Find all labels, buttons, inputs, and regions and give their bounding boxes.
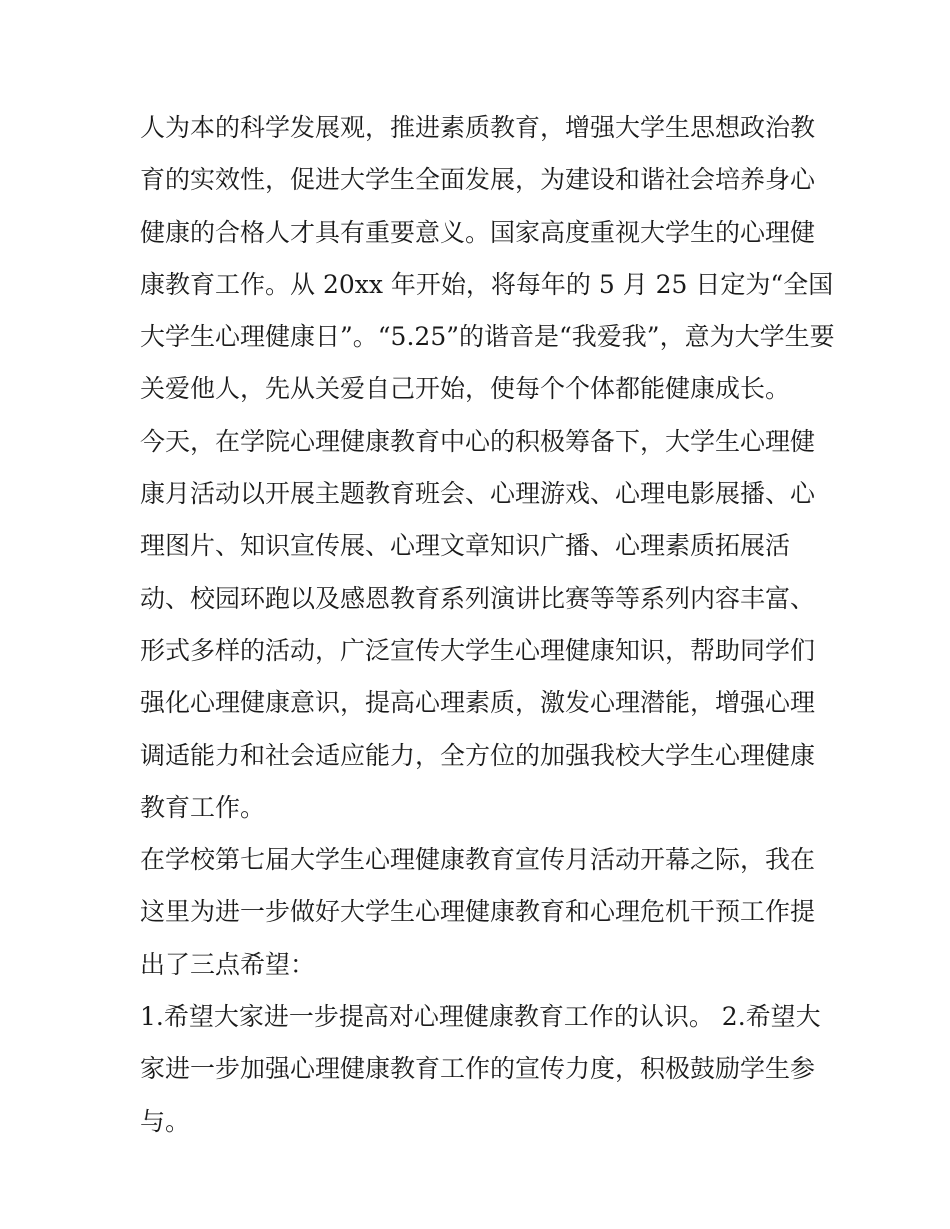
text-line-10: 动、校园环跑以及感恩教育系列演讲比赛等等系列内容丰富、 bbox=[140, 583, 816, 613]
text-line-17: 出了三点希望： bbox=[140, 949, 316, 979]
text-line-6: 关爱他人，先从关爱自己开始，使每个个体都能健康成长。 bbox=[140, 374, 791, 404]
text-line-18: 1.希望大家进一步提高对心理健康教育工作的认识。 2.希望大 bbox=[140, 1002, 821, 1032]
text-line-2: 育的实效性，促进大学生全面发展，为建设和谐社会培养身心 bbox=[140, 165, 816, 195]
text-line-16: 这里为进一步做好大学生心理健康教育和心理危机干预工作提 bbox=[140, 897, 816, 927]
document-body bbox=[140, 102, 835, 1148]
text-line-9: 理图片、知识宣传展、心理文章知识广播、心理素质拓展活 bbox=[140, 531, 791, 561]
text-line-15: 在学校第七届大学生心理健康教育宣传月活动开幕之际，我在 bbox=[140, 845, 816, 875]
text-line-7: 今天，在学院心理健康教育中心的积极筹备下，大学生心理健 bbox=[140, 426, 816, 456]
text-line-20: 与。 bbox=[140, 1106, 191, 1136]
text-line-13: 调适能力和社会适应能力，全方位的加强我校大学生心理健康 bbox=[140, 740, 816, 770]
text-line-5: 大学生心理健康日”。“5.25”的谐音是“我爱我”，意为大学生要 bbox=[140, 322, 835, 352]
text-line-4: 康教育工作。从 20xx 年开始，将每年的 5 月 25 日定为“全国 bbox=[140, 269, 834, 299]
text-line-14: 教育工作。 bbox=[140, 792, 266, 822]
text-line-3: 健康的合格人才具有重要意义。国家高度重视大学生的心理健 bbox=[140, 217, 816, 247]
text-line-8: 康月活动以开展主题教育班会、心理游戏、心理电影展播、心 bbox=[140, 479, 816, 509]
text-line-11: 形式多样的活动，广泛宣传大学生心理健康知识，帮助同学们 bbox=[140, 635, 816, 665]
text-line-19: 家进一步加强心理健康教育工作的宣传力度，积极鼓励学生参 bbox=[140, 1054, 816, 1084]
text-line-1: 人为本的科学发展观，推进素质教育，增强大学生思想政治教 bbox=[140, 113, 816, 142]
text-line-12: 强化心理健康意识，提高心理素质，激发心理潜能，增强心理 bbox=[140, 688, 816, 718]
